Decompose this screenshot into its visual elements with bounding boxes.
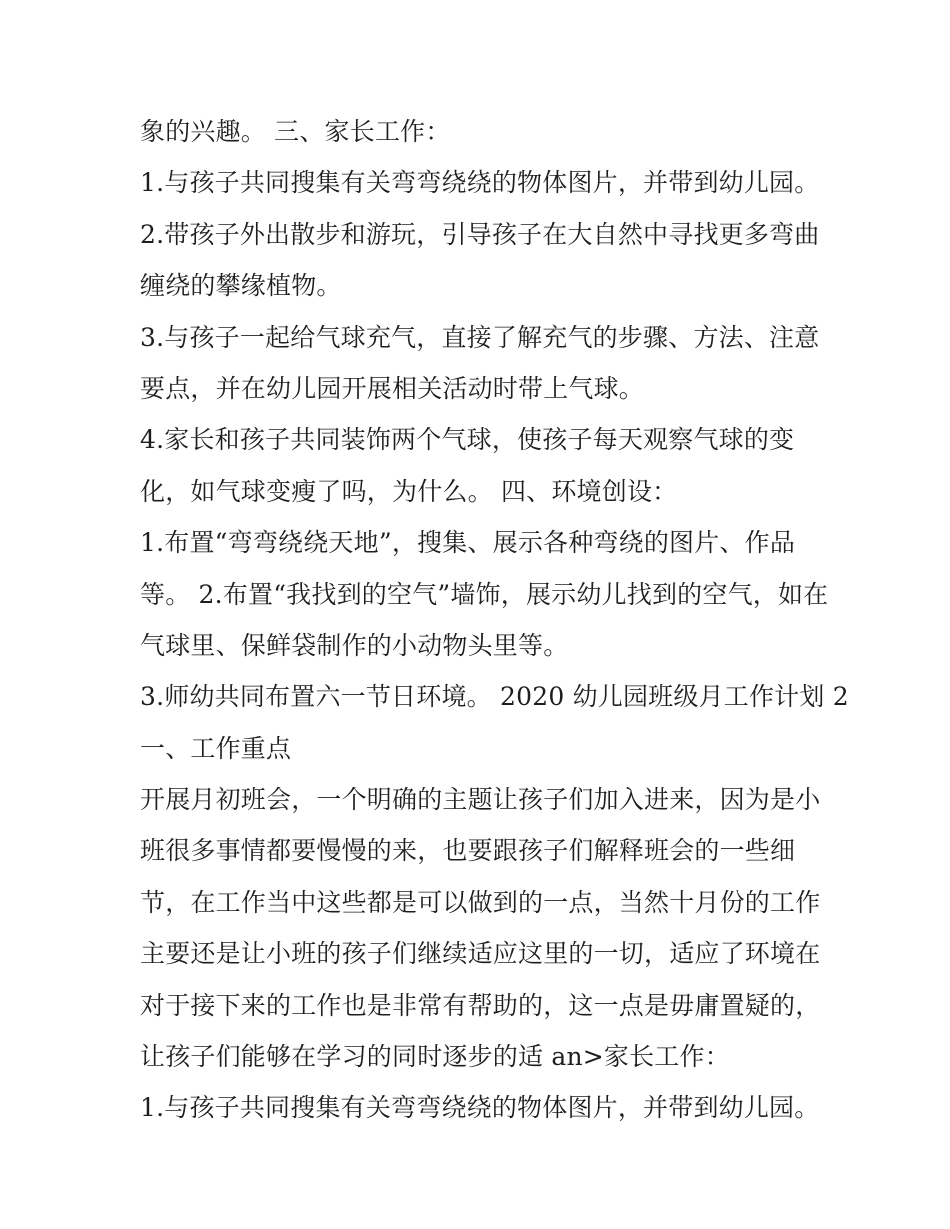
text-line: 3.师幼共同布置六一节日环境。 2020 幼儿园班级月工作计划 2 — [140, 682, 849, 712]
text-line: 主要还是让小班的孩子们继续适应这里的一切，适应了环境在 — [140, 939, 821, 969]
text-line: 要点，并在幼儿园开展相关活动时带上气球。 — [140, 373, 645, 403]
text-line: 节，在工作当中这些都是可以做到的一点，当然十月份的工作 — [140, 887, 821, 917]
text-line: 缠绕的攀缘植物。 — [140, 271, 342, 301]
text-line: 4.家长和孩子共同装饰两个气球，使孩子每天观察气球的变 — [140, 425, 795, 455]
text-line: 1.与孩子共同搜集有关弯弯绕绕的物体图片，并带到幼儿园。 — [140, 168, 820, 198]
text-line: 等。 2.布置“我找到的空气”墙饰，展示幼儿找到的空气，如在 — [140, 579, 829, 609]
text-line: 1.布置“弯弯绕绕天地”，搜集、展示各种弯绕的图片、作品 — [140, 528, 796, 558]
text-line: 一、工作重点 — [140, 733, 292, 763]
text-line: 气球里、保鲜袋制作的小动物头里等。 — [140, 630, 569, 660]
text-line: 让孩子们能够在学习的同时逐步的适 an>家长工作： — [140, 1042, 730, 1072]
text-line: 化，如气球变瘦了吗，为什么。 四、环境创设： — [140, 476, 678, 506]
text-line: 开展月初班会，一个明确的主题让孩子们加入进来，因为是小 — [140, 785, 821, 815]
text-line: 象的兴趣。 三、家长工作： — [140, 117, 451, 146]
text-line: 1.与孩子共同搜集有关弯弯绕绕的物体图片，并带到幼儿园。 — [140, 1093, 820, 1123]
body-text — [140, 106, 849, 1134]
text-line: 对于接下来的工作也是非常有帮助的，这一点是毋庸置疑的， — [140, 990, 821, 1020]
text-line: 2.带孩子外出散步和游玩，引导孩子在大自然中寻找更多弯曲 — [140, 219, 820, 249]
text-line: 班很多事情都要慢慢的来，也要跟孩子们解释班会的一些细 — [140, 836, 796, 866]
text-line: 3.与孩子一起给气球充气，直接了解充气的步骤、方法、注意 — [140, 322, 820, 352]
